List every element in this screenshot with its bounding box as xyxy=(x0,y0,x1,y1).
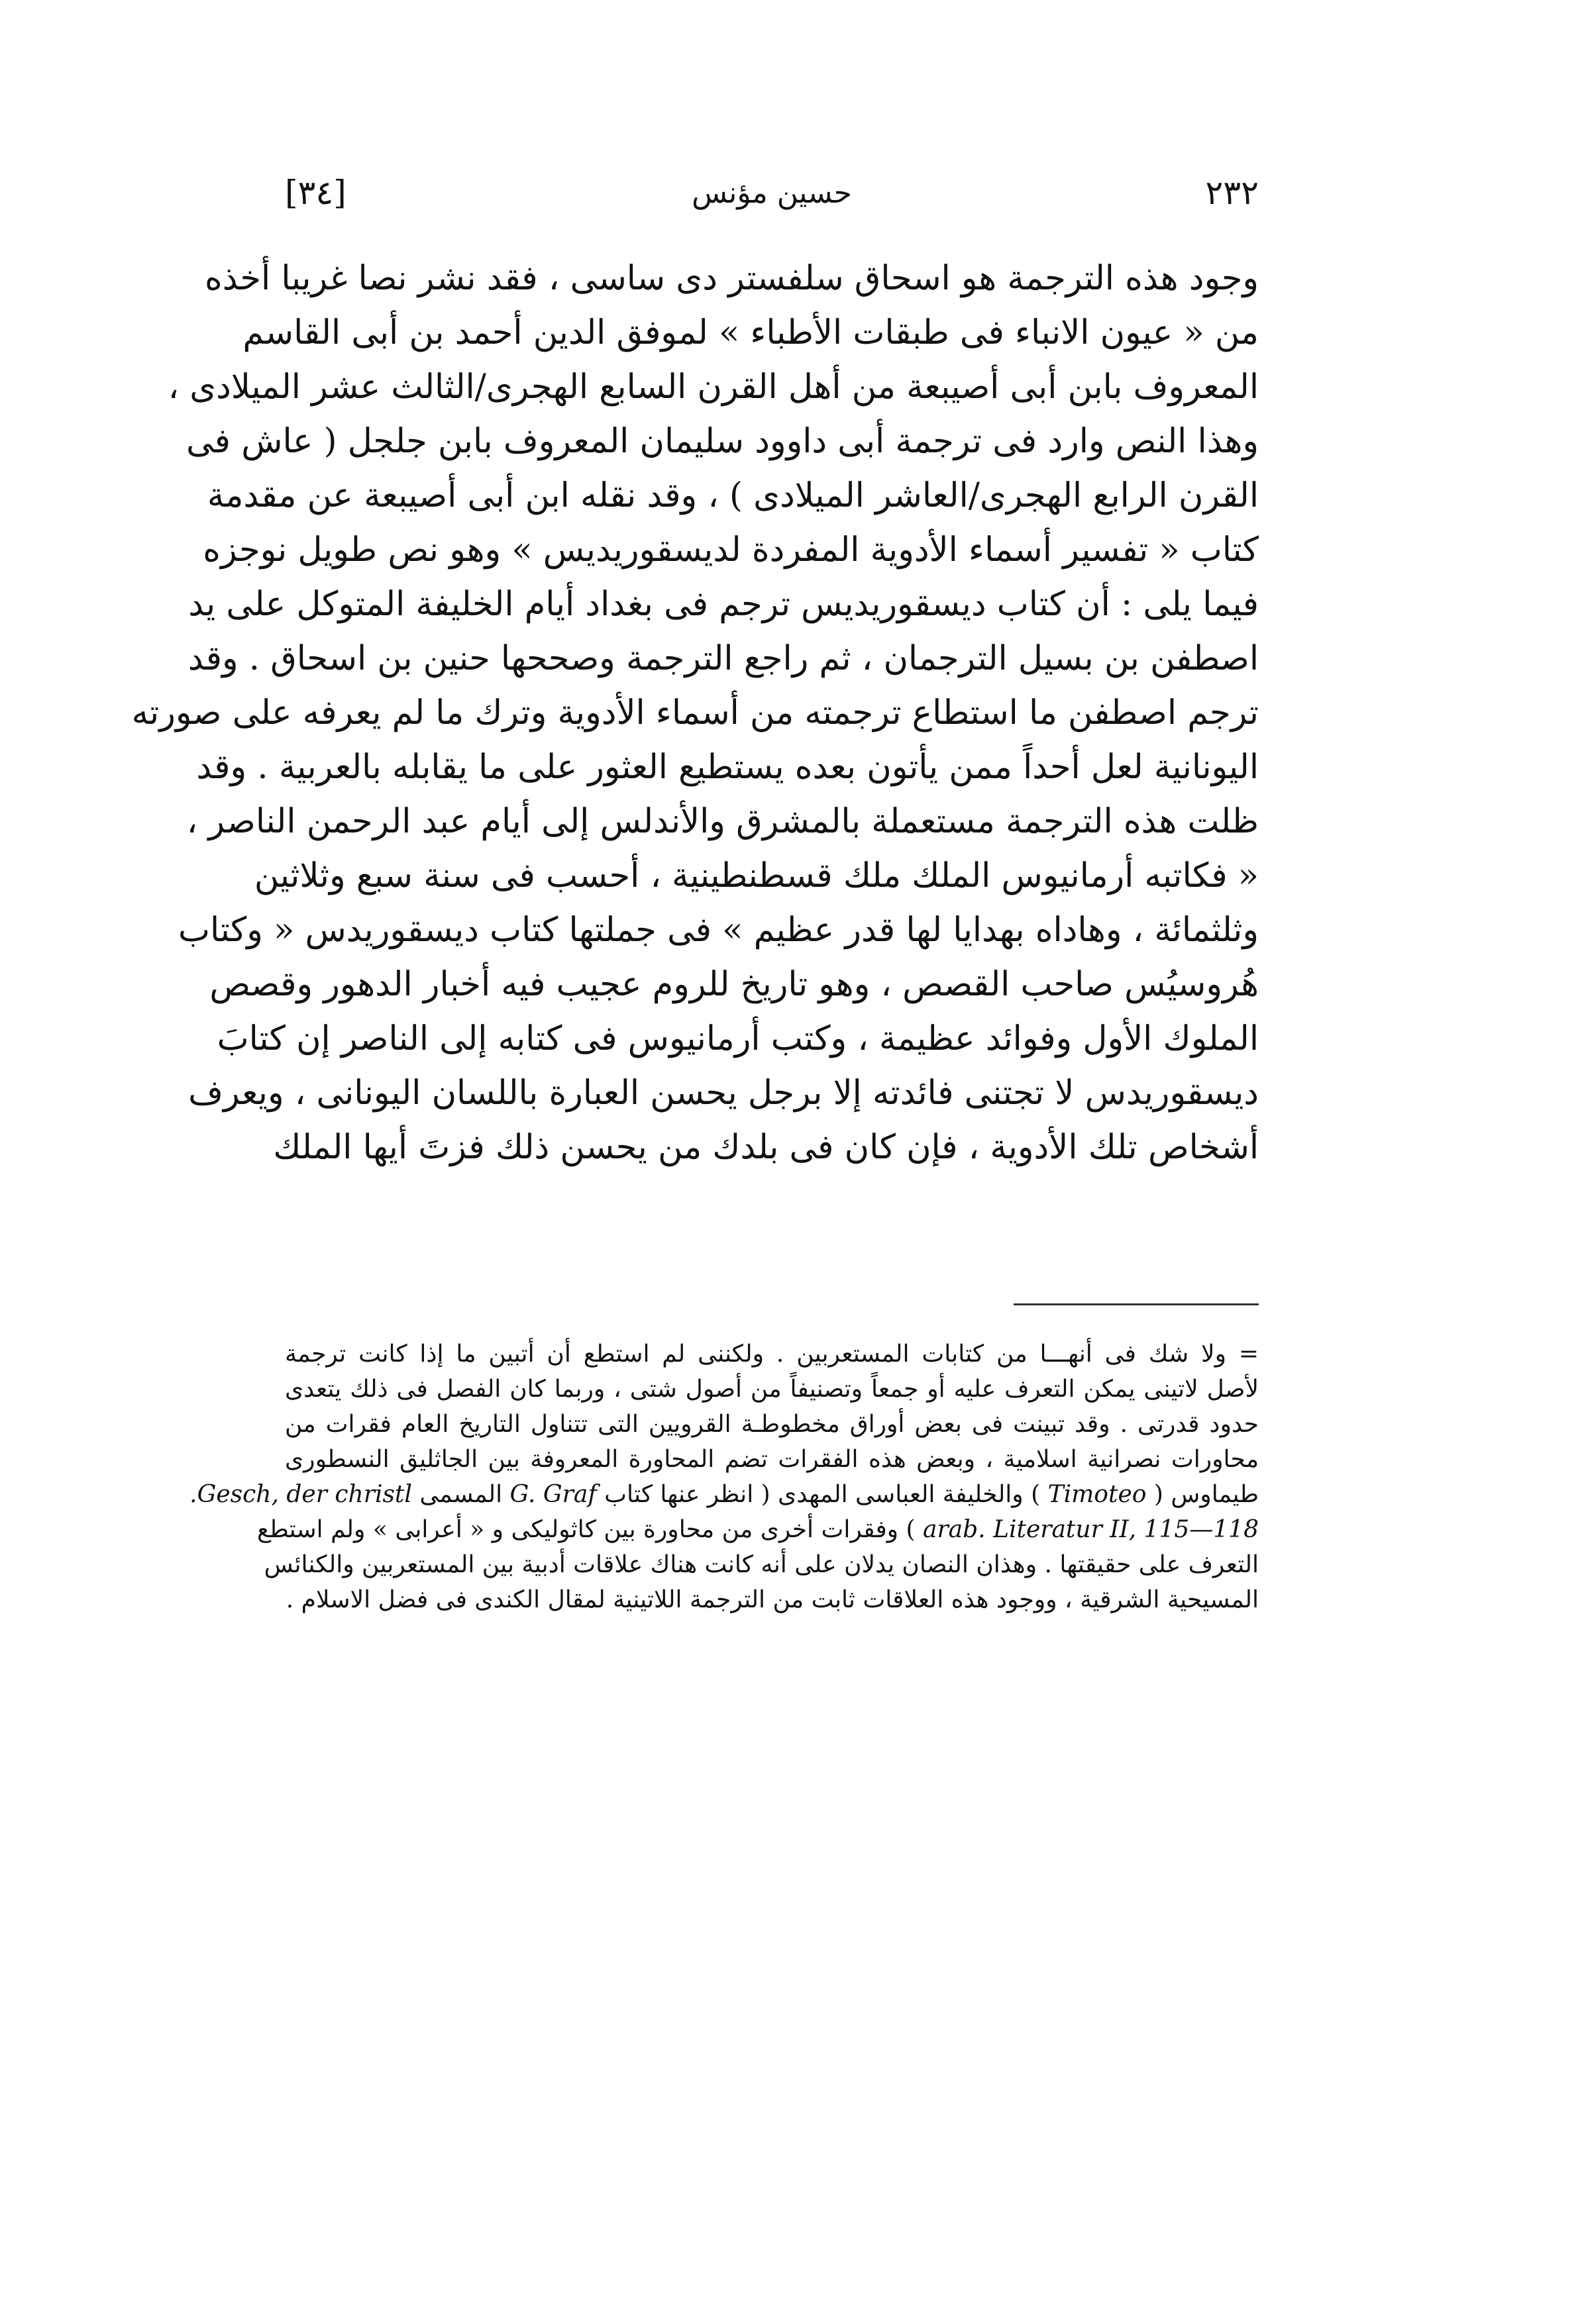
text-line: هُروسيُس صاحب القصص ، وهو تاريخ للروم عجيب فيه أخبار الدهور وقصص xyxy=(209,965,1259,1004)
footnote-text: طيماوس ( xyxy=(1153,1481,1259,1508)
footnote-line: التعرف على حقيقتها . وهذان النصان يدلان على أنه كانت هناك علاقات أدبية بين المستعربين والكنائس xyxy=(264,1551,1259,1578)
text-line: ديسقوريدس لا تجتنى فائدته إلا برجل يحسن العبارة باللسان اليونانى ، ويعرف xyxy=(188,1074,1259,1113)
footnote-text: ) وفقرات أخرى من محاورة بين كاثوليكى و « أعرابى » ولم استطع xyxy=(256,1516,916,1543)
page-header xyxy=(285,174,1259,220)
footnote-line xyxy=(256,1512,1259,1547)
footnote-line: لأصل لاتينى يمكن التعرف عليه أو جمعاً وتصنيفاً من أصول شتى ، وربما كان الفصل فى ذلك يتعدى xyxy=(285,1376,1259,1403)
footnote-latin: Timoteo xyxy=(1047,1481,1147,1508)
main-text xyxy=(131,252,1259,1175)
footnote-line xyxy=(189,1477,1259,1512)
footnote xyxy=(189,1337,1259,1617)
running-title: حسين مؤنس xyxy=(692,176,852,210)
text-line: أشخاص تلك الأدوية ، فإن كان فى بلدك من يحسن ذلك فزتَ أيها الملك xyxy=(273,1128,1259,1167)
footnote-line: حدود قدرتى . وقد تبينت فى بعض أوراق مخطوطـة القرويين التى تتناول التاريخ العام فقرات من xyxy=(285,1411,1259,1438)
text-line: كتاب « تفسير أسماء الأدوية المفردة لديسقوريديس » وهو نص طويل نوجزه xyxy=(203,530,1259,570)
text-line: الملوك الأول وفوائد عظيمة ، وكتب أرمانيوس فى كتابه إلى الناصر إن كتابَ xyxy=(217,1019,1259,1058)
text-line: المعروف بابن أبى أصيبعة من أهل القرن السابع الهجرى/الثالث عشر الميلادى ، xyxy=(168,368,1259,407)
footnote-latin: Gesch, der christl. xyxy=(189,1481,412,1508)
text-line: وجود هذه الترجمة هو اسحاق سلفستر دى ساسى ، فقد نشر نصا غريبا أخذه xyxy=(204,259,1259,298)
footnote-latin: arab. Literatur II, 115—118 xyxy=(923,1516,1259,1543)
footnote-separator xyxy=(1014,1303,1259,1305)
footnote-text: ) والخليفة العباسى المهدى ( انظر عنها كتاب xyxy=(604,1481,1041,1508)
footnote-line: = ولا شك فى أنهـــا من كتابات المستعربين . ولكننى لم استطع أن أتبين ما إذا كانت ترجمة xyxy=(285,1340,1259,1368)
footnote-latin: G. Graf xyxy=(509,1481,597,1508)
page-number: ٢٣٢ xyxy=(1205,174,1259,212)
footnote-line: محاورات نصرانية اسلامية ، وبعض هذه الفقرات تضم المحاورة المعروفة بين الجاثليق النسطورى xyxy=(285,1446,1259,1473)
text-line: القرن الرابع الهجرى/العاشر الميلادى ) ، وقد نقله ابن أبى أصيبعة عن مقدمة xyxy=(207,476,1259,515)
text-line: ظلت هذه الترجمة مستعملة بالمشرق والأندلس إلى أيام عبد الرحمن الناصر ، xyxy=(186,802,1259,841)
footnote-line: المسيحية الشرقية ، ووجود هذه العلاقات ثابت من الترجمة اللاتينية لمقال الكندى فى فضل الاسلام . xyxy=(286,1586,1259,1613)
text-line: « فكاتبه أرمانيوس الملك ملك قسطنطينية ، أحسب فى سنة سبع وثلاثين xyxy=(254,856,1259,895)
text-line: ترجم اصطفن ما استطاع ترجمته من أسماء الأدوية وترك ما لم يعرفه على صورته xyxy=(131,693,1259,733)
text-line: من « عيون الانباء فى طبقات الأطباء » لموفق الدين أحمد بن أبى القاسم xyxy=(242,313,1259,352)
text-line: وثلثمائة ، وهاداه بهدايا لها قدر عظيم » فى جملتها كتاب ديسقوريدس « وكتاب xyxy=(178,911,1259,950)
footnote-text: المسمى xyxy=(419,1481,503,1508)
text-line: اليونانية لعل أحداً ممن يأتون بعده يستطيع العثور على ما يقابله بالعربية . وقد xyxy=(196,748,1259,787)
text-line: اصطفن بن بسيل الترجمان ، ثم راجع الترجمة وصححها حنين بن اسحاق . وقد xyxy=(187,639,1259,678)
section-number: [٣٤] xyxy=(285,174,346,212)
text-line: فيما يلى : أن كتاب ديسقوريديس ترجم فى بغداد أيام الخليفة المتوكل على يد xyxy=(188,585,1259,624)
text-line: وهذا النص وارد فى ترجمة أبى داوود سليمان المعروف بابن جلجل ( عاش فى xyxy=(186,422,1259,461)
